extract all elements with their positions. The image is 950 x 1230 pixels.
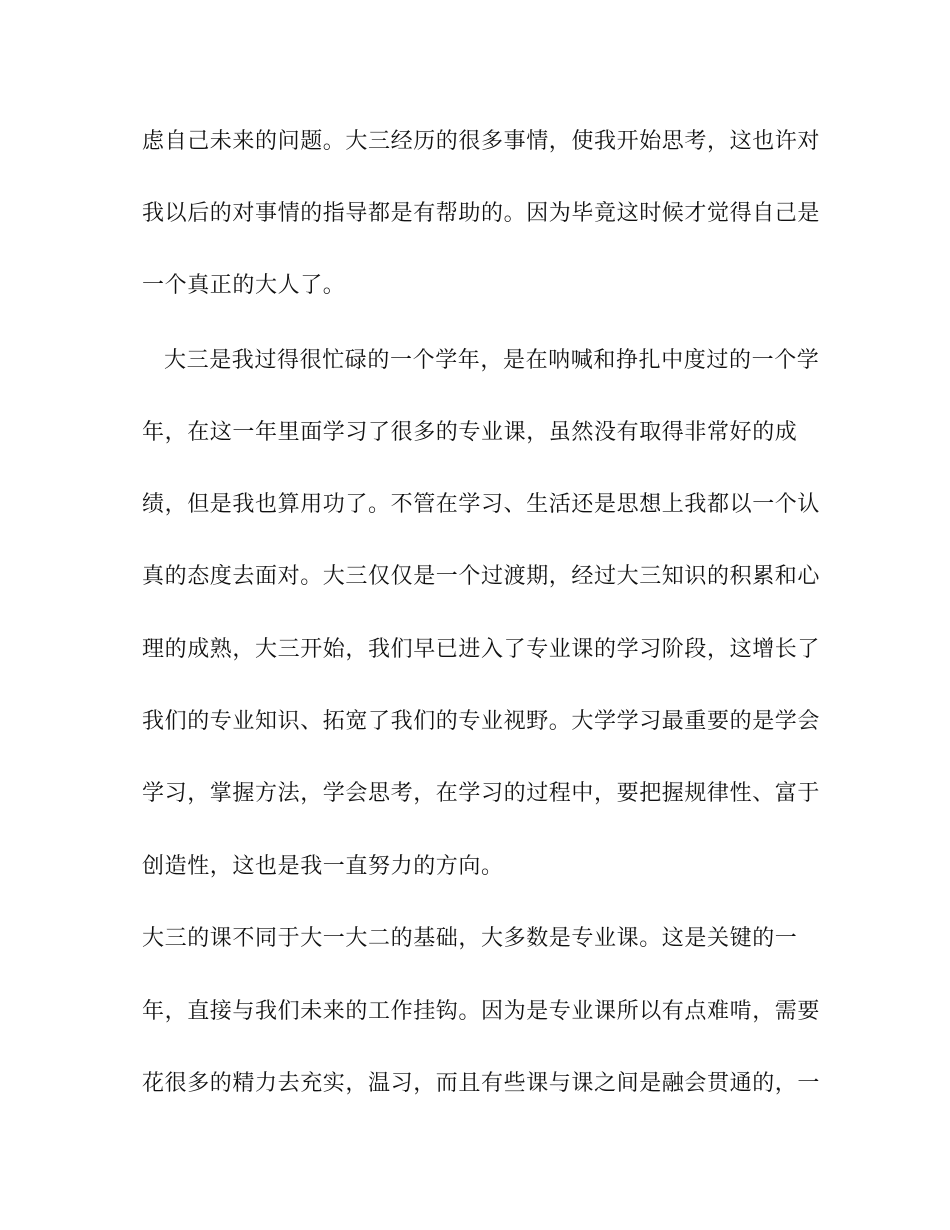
text-line-1: 虑自己未来的问题。大三经历的很多事情，使我开始思考，这也许对 <box>142 129 821 154</box>
text-line-14: 花很多的精力去充实，温习，而且有些课与课之间是融会贯通的，一 <box>142 1071 821 1096</box>
text-line-7: 真的态度去面对。大三仅仅是一个过渡期，经过大三知识的积累和心 <box>142 564 821 589</box>
text-line-11: 创造性，这也是我一直努力的方向。 <box>142 854 504 879</box>
text-line-8: 理的成熟，大三开始，我们早已进入了专业课的学习阶段，这增长了 <box>142 637 821 662</box>
text-line-12: 大三的课不同于大一大二的基础，大多数是专业课。这是关键的一 <box>142 926 798 951</box>
text-line-13: 年，直接与我们未来的工作挂钩。因为是专业课所以有点难啃，需要 <box>142 999 821 1024</box>
text-line-9: 我们的专业知识、拓宽了我们的专业视野。大学学习最重要的是学会 <box>142 709 821 734</box>
text-line-10: 学习，掌握方法，学会思考，在学习的过程中，要把握规律性、富于 <box>142 781 821 806</box>
text-line-6: 绩，但是我也算用功了。不管在学习、生活还是思想上我都以一个认 <box>142 492 821 517</box>
text-line-4: 大三是我过得很忙碌的一个学年，是在呐喊和挣扎中度过的一个学 <box>164 348 820 373</box>
text-line-3: 一个真正的大人了。 <box>142 273 346 298</box>
text-line-2: 我以后的对事情的指导都是有帮助的。因为毕竟这时候才觉得自己是 <box>142 201 821 226</box>
text-line-5: 年，在这一年里面学习了很多的专业课，虽然没有取得非常好的成 <box>142 420 798 445</box>
